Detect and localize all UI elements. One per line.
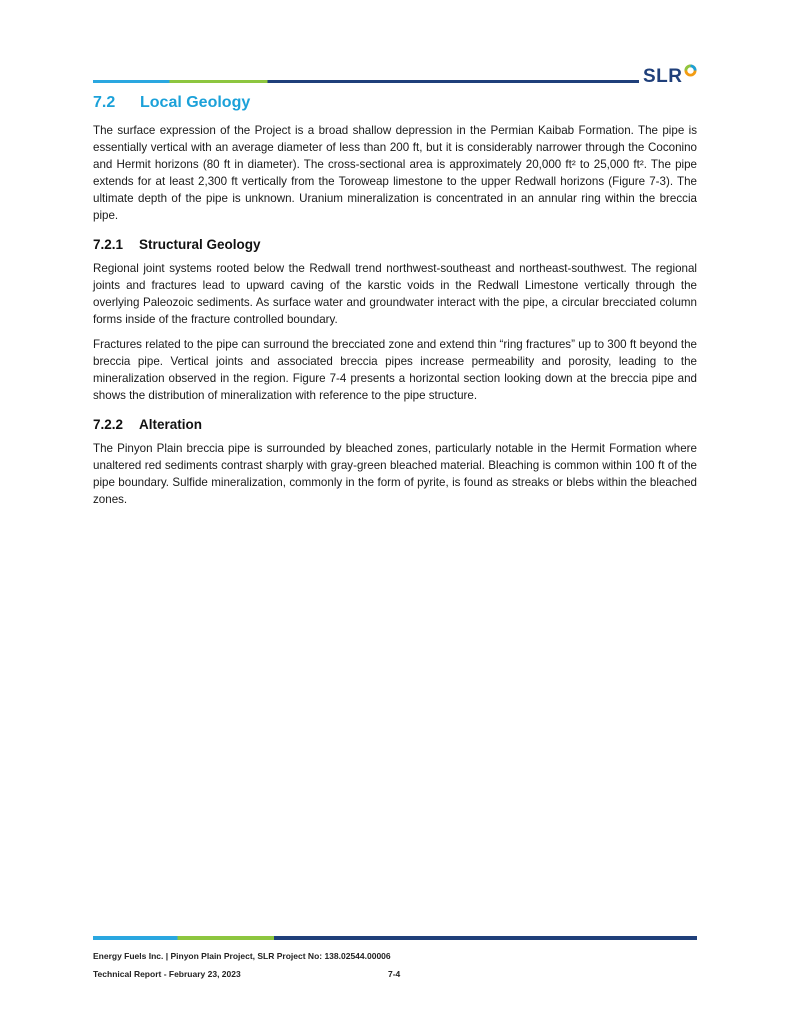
section-heading xyxy=(93,94,697,112)
subsection-heading xyxy=(93,237,697,252)
header-rule xyxy=(93,80,639,83)
document-body xyxy=(93,94,697,516)
paragraph: Fractures related to the pipe can surround the brecciated zone and extend thin “ring fractures” up to 300 ft beyond the breccia pipe. Vertical joints and associated breccia pipes increase permeability and porosity, leading to the mineralization observed in the region. Figure 7-4 presents a horizontal section looking down at the breccia pipe and shows the distribution of mineralization with reference to the pipe structure. xyxy=(93,338,697,402)
subsection-title: Alteration xyxy=(139,417,203,432)
footer-report-date: Technical Report - February 23, 2023 xyxy=(93,969,241,979)
subsection-number: 7.2.1 xyxy=(93,237,124,252)
paragraph: Regional joint systems rooted below the Redwall trend northwest-southeast and northeast-southwest. The regional joints and fractures lead to upward caving of the karstic voids in the Redwall Limestone vertically through the overlying Paleozoic sediments. As surface water and groundwater interact with the pipe, a circular brecciated column forms inside of the fracture controlled boundary. xyxy=(93,262,697,326)
page-number: 7-4 xyxy=(388,969,401,979)
footer-report-line xyxy=(93,969,413,979)
footer-rule xyxy=(93,936,697,940)
subsection-title: Structural Geology xyxy=(139,237,261,252)
footer-project-line: Energy Fuels Inc. | Pinyon Plain Project, SLR Project No: 138.02544.00006 xyxy=(93,951,391,961)
subsection-heading xyxy=(93,417,697,432)
logo-mark-icon xyxy=(684,64,697,77)
section-title: Local Geology xyxy=(140,94,251,111)
subsection-number: 7.2.2 xyxy=(93,417,124,432)
section-number: 7.2 xyxy=(93,94,116,111)
slr-logo xyxy=(643,62,697,86)
paragraph: The Pinyon Plain breccia pipe is surrounded by bleached zones, particularly notable in the Hermit Formation where unaltered red sediments contrast sharply with gray-green bleached material. Bleaching is common within 100 ft of the pipe boundary. Sulfide mineralization, commonly in the form of pyrite, is found as streaks or blebs within the bleached zones. xyxy=(93,442,697,506)
logo-text: SLR xyxy=(643,66,683,87)
paragraph: The surface expression of the Project is a broad shallow depression in the Permian Kaibab Formation. The pipe is essentially vertical with an average diameter of less than 200 ft, but it is considerably narrower through the Coconino and Hermit horizons (80 ft in diameter). The cross-sectional area is approximately 20,000 ft² to 25,000 ft². The pipe extends for at least 2,300 ft vertically from the Toroweap limestone to the upper Redwall horizons (Figure 7-3). The ultimate depth of the pipe is unknown. Uranium mineralization is concentrated in an annular ring within the breccia pipe. xyxy=(93,124,697,222)
